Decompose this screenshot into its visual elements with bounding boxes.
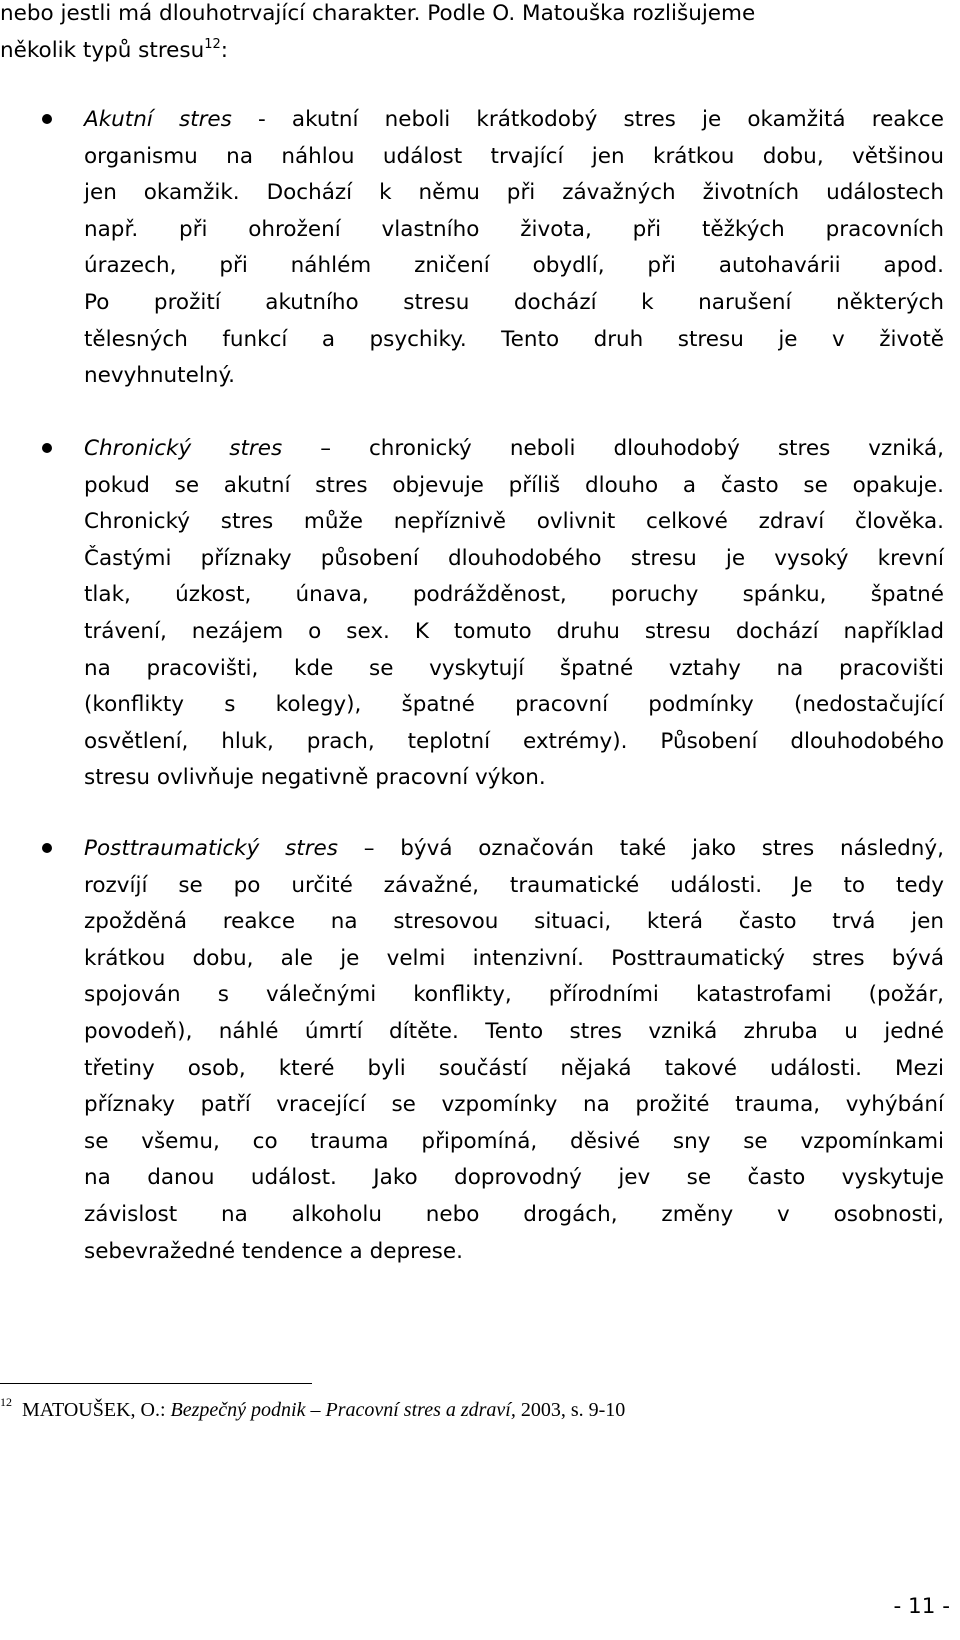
list-item-line: se všemu, co trauma připomíná, děsivé sny se vzpomínkami <box>84 1128 944 1154</box>
list-item-line: rozvíjí se po určité závažné, traumatické události. Je to tedy <box>84 872 944 898</box>
bullet-marker <box>42 843 52 853</box>
list-item-line: nevyhnutelný. <box>84 363 235 389</box>
list-item-line: pokud se akutní stres objevuje příliš dlouho a často se opakuje. <box>84 472 944 498</box>
list-item-line: jen okamžik. Dochází k němu při závažných životních událostech <box>84 180 944 206</box>
list-item-line: příznaky patří vracející se vzpomínky na prožité trauma, vyhýbání <box>84 1092 944 1118</box>
footnote-separator <box>0 1383 312 1384</box>
list-item-posttraumatic-stress <box>84 831 944 1270</box>
list-item-line: krátkou dobu, ale je velmi intenzivní. Posttraumatický stres bývá <box>84 945 944 971</box>
term-label: Chronický stres <box>84 436 283 461</box>
term-label: Posttraumatický stres <box>84 836 338 861</box>
footnote-work-title: Bezpečný podnik <box>170 1399 306 1421</box>
footnote-work-subtitle: Pracovní stres a zdraví, <box>325 1399 516 1421</box>
list-item-line: např. při ohrožení vlastního života, při těžkých pracovních <box>84 216 944 242</box>
intro-line <box>0 33 945 70</box>
intro-paragraph <box>0 0 945 69</box>
footnote-reference[interactable]: 12 <box>204 36 221 52</box>
footnote-author: MATOUŠEK, O.: <box>22 1399 171 1421</box>
list-item-line: povodeň), náhlé úmrtí dítěte. Tento stres vzniká zhruba u jedné <box>84 1018 944 1044</box>
list-item-line: trávení, nezájem o sex. K tomuto druhu stresu dochází například <box>84 618 944 644</box>
footnote <box>0 1397 625 1423</box>
list-item-chronic-stress <box>84 431 944 797</box>
intro-text: několik typů stresu <box>0 37 205 63</box>
intro-line: nebo jestli má dlouhotrvající charakter. Podle O. Matouška rozlišujeme <box>0 1 756 26</box>
list-item-line: spojován s válečnými konflikty, přírodními katastrofami (požár, <box>84 982 944 1008</box>
list-item-line: (konflikty s kolegy), špatné pracovní podmínky (nedostačující <box>84 692 944 718</box>
term-label: Akutní stres <box>84 107 232 132</box>
list-item-line: osvětlení, hluk, prach, teplotní extrémy). Působení dlouhodobého <box>84 728 944 754</box>
list-item-line: na danou událost. Jako doprovodný jev se často vyskytuje <box>84 1165 944 1191</box>
list-item-line: Posttraumatický stres – bývá označován také jako stres následný, <box>84 836 944 861</box>
footnote-number: 12 <box>0 1395 12 1409</box>
list-item-line: Chronický stres může nepříznivě ovlivnit celkové zdraví člověka. <box>84 509 944 535</box>
list-item-line: Chronický stres – chronický neboli dlouhodobý stres vzniká, <box>84 436 944 461</box>
list-item-line: tlak, úzkost, únava, podrážděnost, poruchy spánku, špatné <box>84 582 944 608</box>
intro-colon: : <box>220 37 229 63</box>
list-item-line: Po prožití akutního stresu dochází k narušení některých <box>84 289 944 315</box>
list-item-line: stresu ovlivňuje negativně pracovní výkon. <box>84 765 546 791</box>
list-item-line: na pracovišti, kde se vyskytují špatné vztahy na pracovišti <box>84 655 944 681</box>
bullet-marker <box>42 443 52 453</box>
list-item-line: zpožděná reakce na stresovou situaci, která často trvá jen <box>84 909 944 935</box>
list-item-line: tělesných funkcí a psychiky. Tento druh stresu je v životě <box>84 326 944 352</box>
list-item-line: třetiny osob, které byli součástí nějaká takové události. Mezi <box>84 1055 944 1081</box>
list-item-line: sebevražedné tendence a deprese. <box>84 1238 463 1264</box>
list-item-line: Častými příznaky působení dlouhodobého stresu je vysoký krevní <box>84 545 944 571</box>
footnote-dash: – <box>305 1399 326 1421</box>
bullet-marker <box>42 114 52 124</box>
list-item-line: úrazech, při náhlém zničení obydlí, při autohavárii apod. <box>84 253 944 279</box>
list-item-line: Akutní stres - akutní neboli krátkodobý stres je okamžitá reakce <box>84 107 944 132</box>
list-item-line: závislost na alkoholu nebo drogách, změny v osobnosti, <box>84 1201 944 1227</box>
list-item-line: organismu na náhlou událost trvající jen krátkou dobu, většinou <box>84 143 944 169</box>
list-item-acute-stress <box>84 102 944 395</box>
page-number: - 11 - <box>893 1594 950 1619</box>
footnote-publication-info: 2003, s. 9-10 <box>515 1399 626 1421</box>
